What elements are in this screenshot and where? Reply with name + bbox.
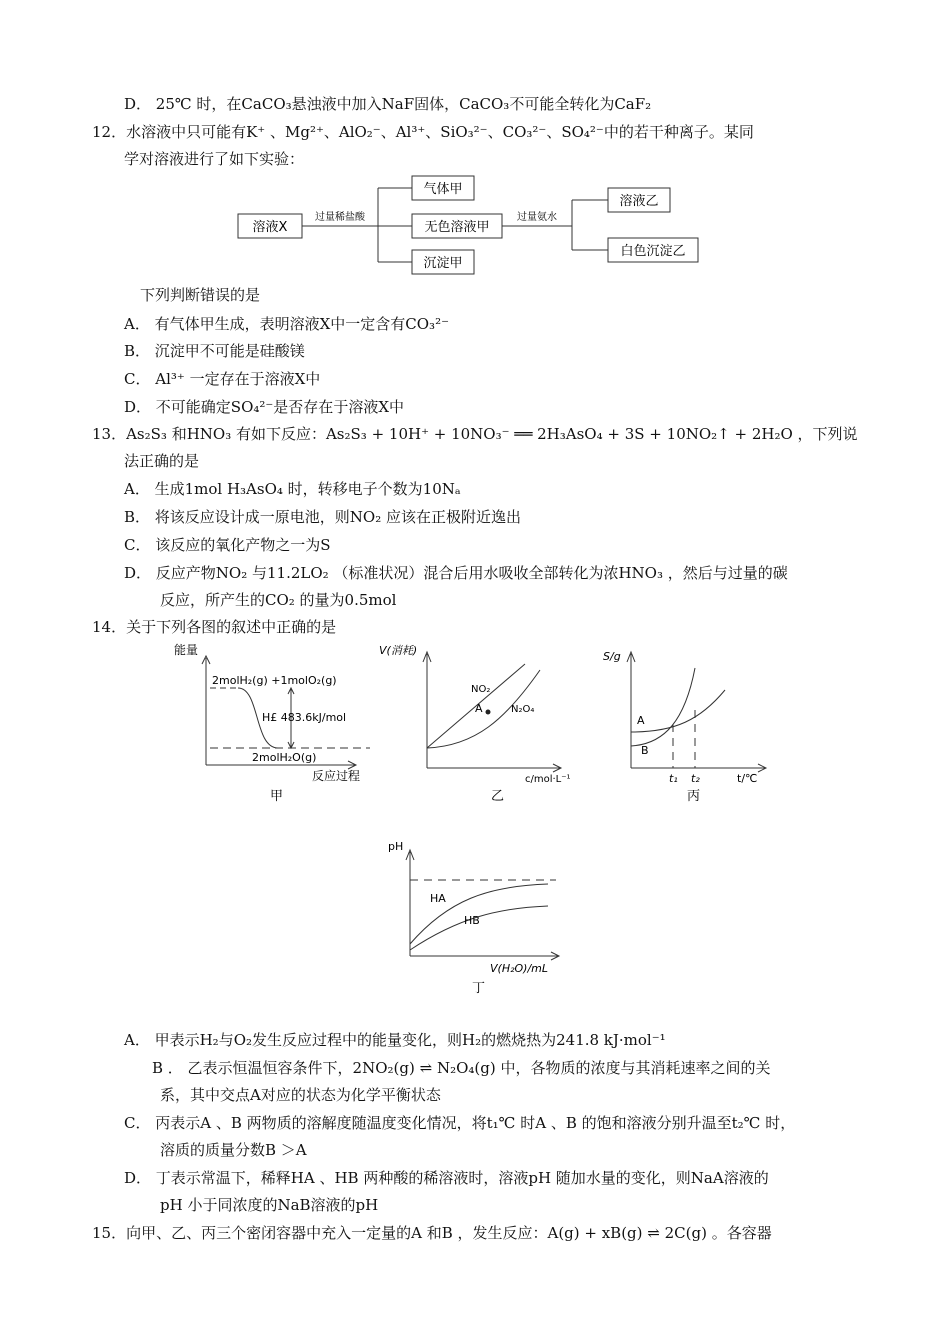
bing-label-b: B: [641, 744, 649, 757]
ding-ha: HA: [430, 892, 446, 905]
flow-gas: 气体甲: [423, 182, 463, 197]
flow-solution: 无色溶液甲: [424, 220, 490, 235]
bing-t1: t₁: [669, 772, 678, 785]
q14-stem: 14．关于下列各图的叙述中正确的是: [92, 618, 337, 636]
graph-yi: [375, 640, 585, 810]
flow-precipitate: 沉淀甲: [423, 256, 463, 271]
q12-stem-line1: 12．水溶液中只可能有K⁺ 、Mg²⁺、AlO₂⁻、Al³⁺、SiO₃²⁻、CO₃²⁻、SO₄²⁻中的若干种离子。某同: [92, 123, 754, 141]
q12-option-c: C． Al³⁺ 一定存在于溶液X中: [124, 370, 321, 388]
jia-bottom-label: 2molH₂O(g): [252, 751, 317, 764]
bing-t2: t₂: [691, 772, 700, 785]
jia-dh-label: H£ 483.6kJ/mol: [262, 711, 347, 724]
q12-option-b: B． 沉淀甲不可能是硅酸镁: [124, 342, 305, 360]
q14-option-b-line1: B ． 乙表示恒温恒容条件下，2NO₂(g) ⇌ N₂O₄(g) 中，各物质的浓度与其消耗速率之间的关: [152, 1059, 771, 1077]
q12-option-d: D． 不可能确定SO₄²⁻是否存在于溶液X中: [124, 398, 404, 416]
q13-stem-line2: 法正确的是: [124, 452, 200, 470]
q14-option-b-line2: 系，其中交点A对应的状态为化学平衡状态: [160, 1086, 441, 1104]
yi-point-a: A: [475, 702, 483, 715]
flow-start: 溶液X: [252, 220, 288, 235]
q14-option-d-line2: pH 小于同浓度的NaB溶液的pH: [160, 1196, 379, 1214]
q12-flow-diagram: [230, 170, 710, 280]
jia-xlabel: 反应过程: [312, 769, 361, 783]
q11-option-d: D． 25℃ 时，在CaCO₃悬浊液中加入NaF固体，CaCO₃不可能全转化为CaF₂: [124, 95, 652, 113]
yi-series-no2: NO₂: [471, 684, 491, 695]
bing-xlabel: t/℃: [737, 772, 758, 785]
ding-xlabel: V(H₂O)/mL: [490, 962, 548, 975]
q12-stem-line2: 学对溶液进行了如下实验：: [124, 150, 305, 168]
q13-option-a: A． 生成1mol H₃AsO₄ 时，转移电子个数为10Nₐ: [124, 480, 461, 498]
ding-hb: HB: [464, 914, 480, 927]
graph-ding: [378, 838, 578, 998]
q13-option-d-line1: D． 反应产物NO₂ 与11.2LO₂ （标准状况）混合后用水吸收全部转化为浓HNO₃ ，然后与过量的碳: [124, 564, 788, 582]
ding-ylabel: pH: [388, 840, 404, 853]
q14-option-a: A． 甲表示H₂与O₂发生反应过程中的能量变化，则H₂的燃烧热为241.8 kJ·mol⁻¹: [124, 1031, 666, 1049]
q13-option-c: C． 该反应的氧化产物之一为S: [124, 536, 331, 554]
flow-solution2: 溶液乙: [619, 194, 659, 209]
q15-stem: 15．向甲、乙、丙三个密闭容器中充入一定量的A 和B ，发生反应：A(g) + xB(g) ⇌ 2C(g) 。各容器: [92, 1224, 772, 1242]
q13-option-b: B． 将该反应设计成一原电池，则NO₂ 应该在正极附近逸出: [124, 508, 521, 526]
yi-xlabel: c/mol·L⁻¹: [525, 774, 571, 785]
flow-reagent1: 过量稀盐酸: [315, 212, 365, 223]
graph-jia: [170, 640, 380, 810]
q14-option-c-line1: C． 丙表示A 、B 两物质的溶解度随温度变化情况，将t₁℃ 时A 、B 的饱和溶液分别升温至t₂℃ 时，: [124, 1114, 796, 1132]
flow-reagent2: 过量氨水: [517, 212, 557, 223]
ding-caption: 丁: [472, 981, 486, 996]
q13-stem-line1: 13．As₂S₃ 和HNO₃ 有如下反应：As₂S₃ + 10H⁺ + 10NO₃⁻ ══ 2H₃AsO₄ + 3S + 10NO₂↑ + 2H₂O ，下列说: [92, 425, 858, 443]
jia-caption: 甲: [270, 789, 284, 804]
yi-series-n2o4: N₂O₄: [511, 704, 535, 715]
bing-label-a: A: [637, 714, 645, 727]
bing-caption: 丙: [687, 789, 701, 804]
bing-ylabel: S/g: [603, 650, 621, 663]
yi-ylabel: V(消耗): [379, 644, 418, 657]
q12-question: 下列判断错误的是: [140, 286, 261, 304]
flow-precipitate2: 白色沉淀乙: [620, 244, 686, 259]
jia-top-label: 2molH₂(g) +1molO₂(g): [212, 674, 337, 687]
q12-option-a: A． 有气体甲生成，表明溶液X中一定含有CO₃²⁻: [124, 315, 449, 333]
yi-caption: 乙: [491, 789, 505, 804]
q14-option-c-line2: 溶质的质量分数B ＞A: [160, 1141, 307, 1159]
jia-ylabel: 能量: [174, 643, 199, 657]
q14-option-d-line1: D． 丁表示常温下，稀释HA 、HB 两种酸的稀溶液时，溶液pH 随加水量的变化，则NaA溶液的: [124, 1169, 769, 1187]
graph-bing: [595, 640, 785, 810]
q13-option-d-line2: 反应，所产生的CO₂ 的量为0.5mol: [160, 591, 397, 609]
